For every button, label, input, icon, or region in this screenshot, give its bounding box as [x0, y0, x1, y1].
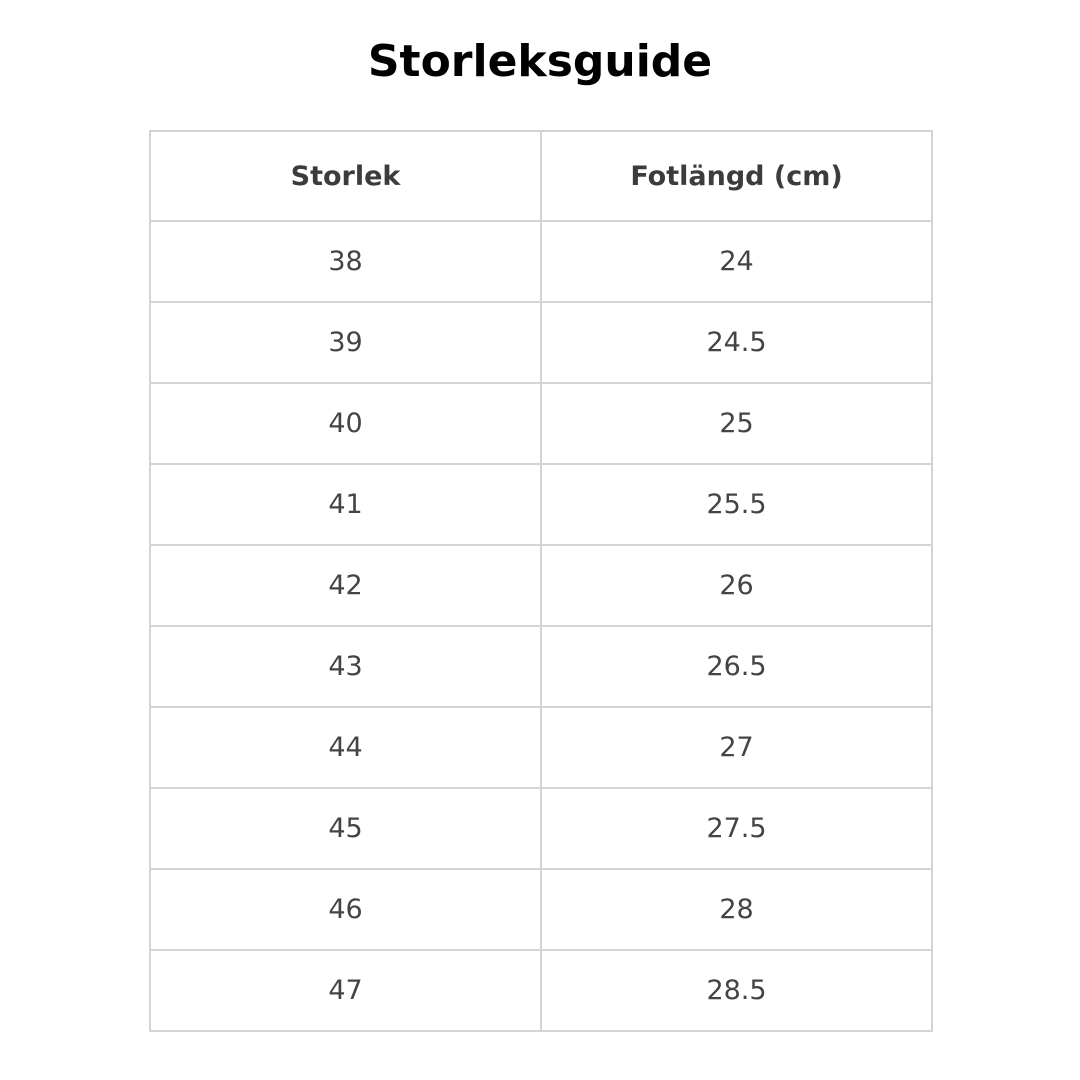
table-body — [150, 221, 932, 1031]
cell-size: 47 — [150, 950, 541, 1031]
cell-size: 42 — [150, 545, 541, 626]
cell-foot-length: 24 — [541, 221, 932, 302]
cell-foot-length: 25 — [541, 383, 932, 464]
cell-size: 43 — [150, 626, 541, 707]
header-size: Storlek — [150, 131, 541, 221]
cell-foot-length: 28 — [541, 869, 932, 950]
table-row — [150, 626, 932, 707]
cell-foot-length: 25.5 — [541, 464, 932, 545]
cell-foot-length: 27.5 — [541, 788, 932, 869]
cell-size: 41 — [150, 464, 541, 545]
table-row — [150, 707, 932, 788]
size-guide-table — [149, 130, 933, 1032]
table-row — [150, 950, 932, 1031]
cell-foot-length: 26.5 — [541, 626, 932, 707]
cell-size: 45 — [150, 788, 541, 869]
cell-foot-length: 26 — [541, 545, 932, 626]
cell-foot-length: 28.5 — [541, 950, 932, 1031]
table-row — [150, 221, 932, 302]
cell-size: 39 — [150, 302, 541, 383]
table-row — [150, 545, 932, 626]
table-row — [150, 383, 932, 464]
page-title: Storleksguide — [367, 36, 713, 87]
cell-size: 38 — [150, 221, 541, 302]
table-row — [150, 302, 932, 383]
cell-foot-length: 27 — [541, 707, 932, 788]
table-row — [150, 788, 932, 869]
cell-size: 44 — [150, 707, 541, 788]
header-row — [150, 131, 932, 221]
cell-size: 40 — [150, 383, 541, 464]
header-foot-length: Fotlängd (cm) — [541, 131, 932, 221]
table-header — [150, 131, 932, 221]
table-row — [150, 869, 932, 950]
table-row — [150, 464, 932, 545]
cell-size: 46 — [150, 869, 541, 950]
cell-foot-length: 24.5 — [541, 302, 932, 383]
